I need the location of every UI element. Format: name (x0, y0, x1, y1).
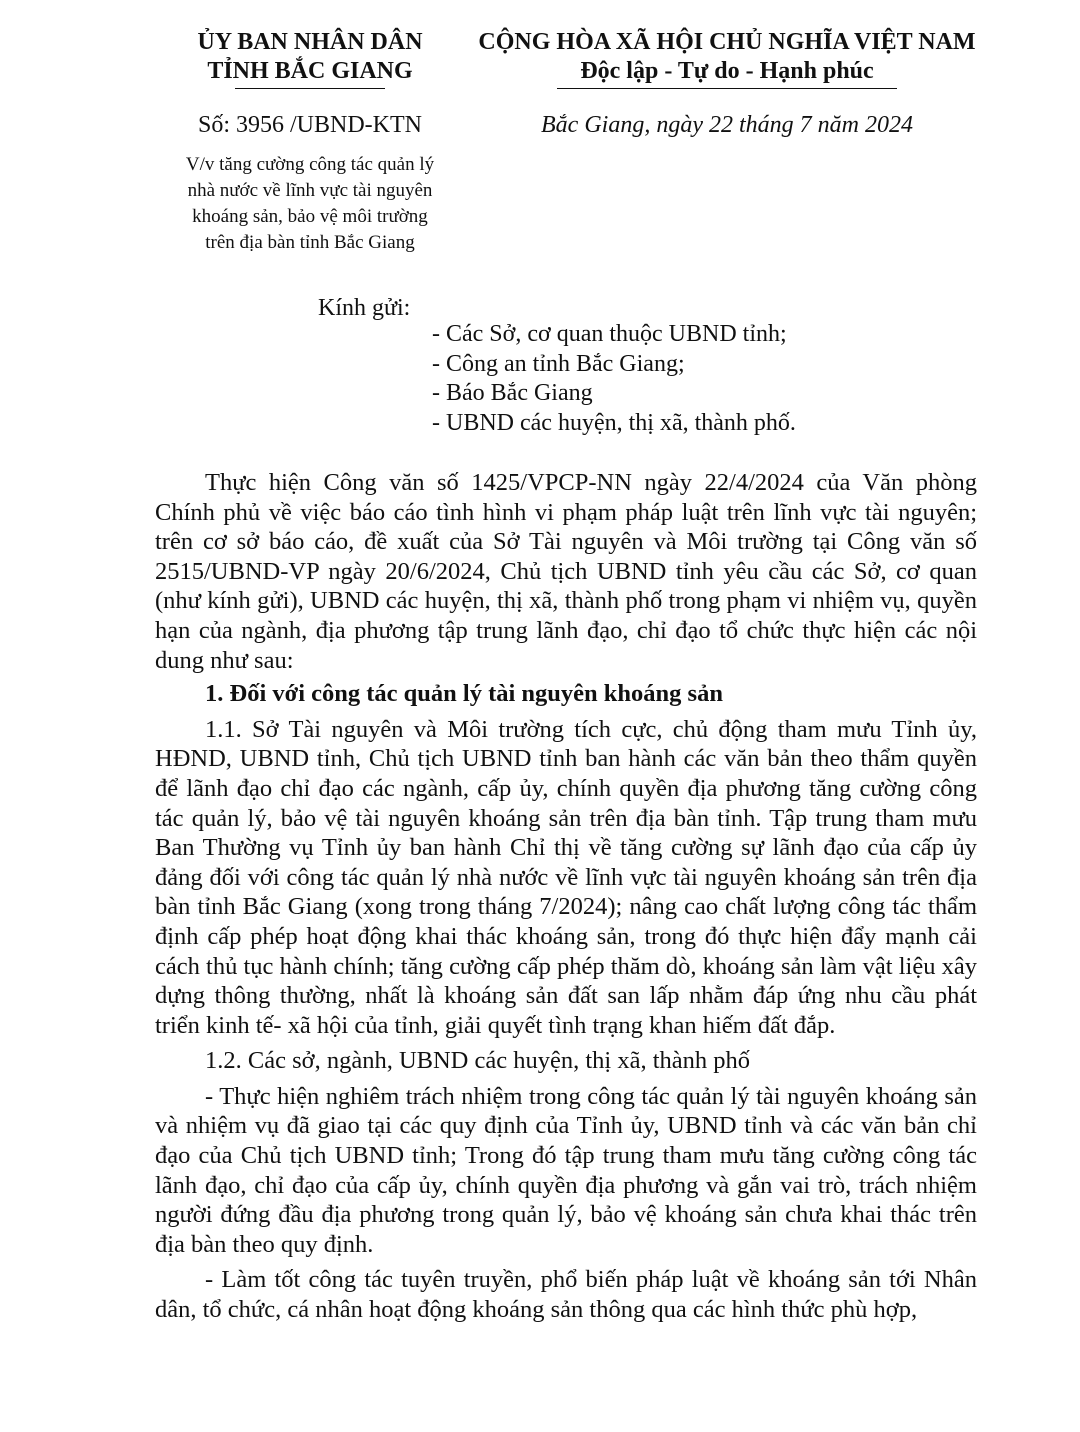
recipient-item: - Các Sở, cơ quan thuộc UBND tỉnh; (432, 321, 787, 347)
document-body (155, 468, 977, 1325)
subject-line: khoáng sản, bảo vệ môi trường (192, 206, 428, 227)
document-date: Bắc Giang, ngày 22 tháng 7 năm 2024 (541, 112, 913, 138)
bullet-paragraph-2: - Làm tốt công tác tuyên truyền, phổ biến pháp luật về khoáng sản tới Nhân dân, tổ chức, cá nhân hoạt động khoáng sản thông qua các hình thức phù hợp, (155, 1266, 977, 1324)
subject-line: V/v tăng cường công tác quản lý (185, 154, 435, 175)
national-title: CỘNG HÒA XÃ HỘI CHỦ NGHĨA VIỆT NAM (478, 29, 976, 55)
issuer-block (160, 28, 460, 89)
document-subject (150, 152, 470, 256)
section-1-heading: 1. Đối với công tác quản lý tài nguyên khoáng sản (205, 680, 723, 708)
issuer-line-2: TỈNH BẮC GIANG (207, 58, 413, 84)
motto-underline (557, 88, 897, 89)
paragraph-1-2: 1.2. Các sở, ngành, UBND các huyện, thị xã, thành phố (205, 1047, 751, 1075)
paragraph-1-1: 1.1. Sở Tài nguyên và Môi trường tích cực, chủ động tham mưu Tỉnh ủy, HĐND, UBND tỉnh, Chủ tịch UBND tỉnh ban hành các văn bản theo thẩm quyền để lãnh đạo chỉ đạo các ngành, cấp ủy, chính quyền địa phương tăng cường công tác quản lý, bảo vệ tài nguyên khoáng sản trên địa bàn tỉnh. Tập trung tham mưu Ban Thường vụ Tỉnh ủy ban hành Chỉ thị về tăng cường sự lãnh đạo của cấp ủy đảng đối với công tác quản lý nhà nước về lĩnh vực tài nguyên khoáng sản trên địa bàn tỉnh Bắc Giang (xong trong tháng 7/2024); nâng cao chất lượng công tác thẩm định cấp phép hoạt động khai thác khoáng sản, trong đó thực hiện đẩy mạnh cải cách thủ tục hành chính; tăng cường cấp phép thăm dò, khoáng sản làm vật liệu xây dựng thông thường, nhất là khoáng sản đất san lấp nhằm đáp ứng nhu cầu phát triển kinh tế- xã hội của tỉnh, giải quyết tình trạng khan hiếm đất đắp. (155, 715, 977, 1039)
bullet-paragraph-1: - Thực hiện nghiêm trách nhiệm trong công tác quản lý tài nguyên khoáng sản và nhiệm vụ đã giao tại các quy định của Tỉnh ủy, UBND tỉnh và các văn bản chỉ đạo của Chủ tịch UBND tỉnh; Trong đó tập trung tham mưu tăng cường công tác lãnh đạo, chỉ đạo của cấp ủy, chính quyền địa phương và gắn vai trò, trách nhiệm người đứng đầu địa phương trong quản lý, bảo vệ khoáng sản chưa khai thác trên địa bàn theo quy định. (155, 1082, 977, 1258)
national-motto: Độc lập - Tự do - Hạnh phúc (580, 58, 874, 84)
recipient-item: - UBND các huyện, thị xã, thành phố. (432, 409, 796, 436)
subject-line: nhà nước về lĩnh vực tài nguyên (187, 180, 433, 201)
subject-line: trên địa bàn tỉnh Bắc Giang (205, 232, 415, 253)
recipient-item: - Báo Bắc Giang (432, 380, 593, 406)
intro-paragraph: Thực hiện Công văn số 1425/VPCP-NN ngày 22/4/2024 của Văn phòng Chính phủ về việc báo cáo tình hình vi phạm pháp luật trên lĩnh vực tài nguyên; trên cơ sở báo cáo, đề xuất của Sở Tài nguyên và Môi trường tại Công văn số 2515/UBND-VP ngày 20/6/2024, Chủ tịch UBND tỉnh yêu cầu các Sở, cơ quan (như kính gửi), UBND các huyện, thị xã, thành phố trong phạm vi nhiệm vụ, quyền hạn của ngành, địa phương tập trung lãnh đạo, chỉ đạo tổ chức thực hiện các nội dung như sau: (155, 469, 977, 674)
document-number: Số: 3956 /UBND-KTN (197, 112, 422, 138)
issuer-underline (235, 88, 385, 89)
national-motto-block (472, 28, 982, 89)
issuer-line-1: ỦY BAN NHÂN DÂN (197, 29, 423, 55)
recipients-label: Kính gửi: (318, 295, 411, 321)
recipients-list (432, 320, 796, 438)
recipient-item: - Công an tỉnh Bắc Giang; (432, 350, 685, 377)
